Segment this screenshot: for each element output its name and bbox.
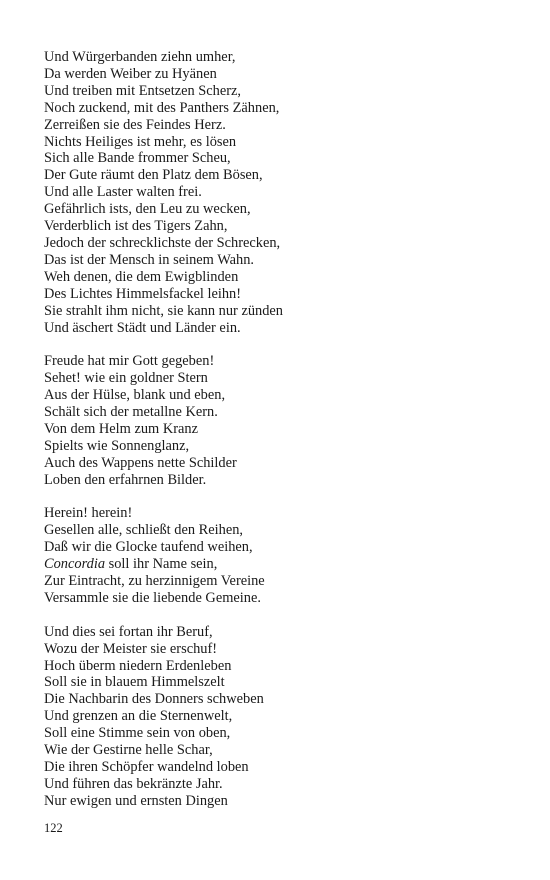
verse-line: Loben den erfahrnen Bilder. [44,471,207,488]
verse-line: Zerreißen sie des Feindes Herz. [44,116,226,133]
verse-line: Die ihren Schöpfer wandelnd loben [44,759,249,776]
verse-line: Hoch überm niedern Erdenleben [44,657,232,674]
verse-line: Nur ewigen und ernsten Dingen [44,792,228,809]
stanza-4 [44,624,524,810]
verse-line: Wie der Gestirne helle Schar, [44,742,213,759]
verse-line: Gesellen alle, schließt den Reihen, [44,522,244,539]
verse-line: Zur Eintracht, zu herzinnigem Vereine [44,573,265,590]
verse-line: Da werden Weiber zu Hyänen [44,65,217,82]
verse-line-concordia [44,556,524,573]
verse-line: Und grenzen an die Sternenwelt, [44,708,233,725]
verse-line: Gefährlich ists, den Leu zu wecken, [44,201,251,218]
verse-line: Versammle sie die liebende Gemeine. [44,589,261,606]
verse-line: Der Gute räumt den Platz dem Bösen, [44,167,263,184]
italic-name: Concordia [44,556,106,573]
stanza-3 [44,505,524,606]
verse-line: Schält sich der metallne Kern. [44,404,218,421]
verse-line: Soll sie in blauem Himmelszelt [44,674,225,691]
verse-line: Sie strahlt ihm nicht, sie kann nur zünden [44,302,283,319]
verse-line: Weh denen, die dem Ewigblinden [44,268,239,285]
verse-line: Freude hat mir Gott gegeben! [44,353,215,370]
verse-line: Von dem Helm zum Kranz [44,420,198,437]
verse-line: Herein! herein! [44,505,133,522]
verse-line: Verderblich ist des Tigers Zahn, [44,218,228,235]
verse-line: Und dies sei fortan ihr Beruf, [44,623,213,640]
verse-line: Sehet! wie ein goldner Stern [44,370,208,387]
verse-line: Auch des Wappens nette Schilder [44,454,237,471]
verse-line: Die Nachbarin des Donners schweben [44,691,264,708]
verse-line: Noch zuckend, mit des Panthers Zähnen, [44,99,280,116]
verse-line: Nichts Heiliges ist mehr, es lösen [44,133,237,150]
poem-text [44,49,524,810]
verse-line: Und treiben mit Entsetzen Scherz, [44,82,242,99]
verse-line: Und alle Laster walten frei. [44,184,202,201]
verse-line: Spielts wie Sonnenglanz, [44,437,190,454]
verse-line: Soll eine Stimme sein von oben, [44,725,231,742]
verse-line: Und führen das bekränzte Jahr. [44,775,223,792]
verse-line: Aus der Hülse, blank und eben, [44,387,226,404]
page-number: 122 [44,821,63,835]
stanza-1 [44,49,524,336]
verse-line: Daß wir die Glocke taufend weihen, [44,539,253,556]
verse-line: Und Würgerbanden ziehn umher, [44,49,236,65]
verse-line: Sich alle Bande frommer Scheu, [44,150,231,167]
verse-line: Jedoch der schrecklichste der Schrecken, [44,234,281,251]
verse-line: Und äschert Städt und Länder ein. [44,319,241,336]
verse-line: Das ist der Mensch in seinem Wahn. [44,251,254,268]
verse-line: Wozu der Meister sie erschuf! [44,640,218,657]
verse-line-rest: soll ihr Name sein, [108,556,218,573]
stanza-2 [44,353,524,488]
verse-line: Des Lichtes Himmelsfackel leihn! [44,285,242,302]
